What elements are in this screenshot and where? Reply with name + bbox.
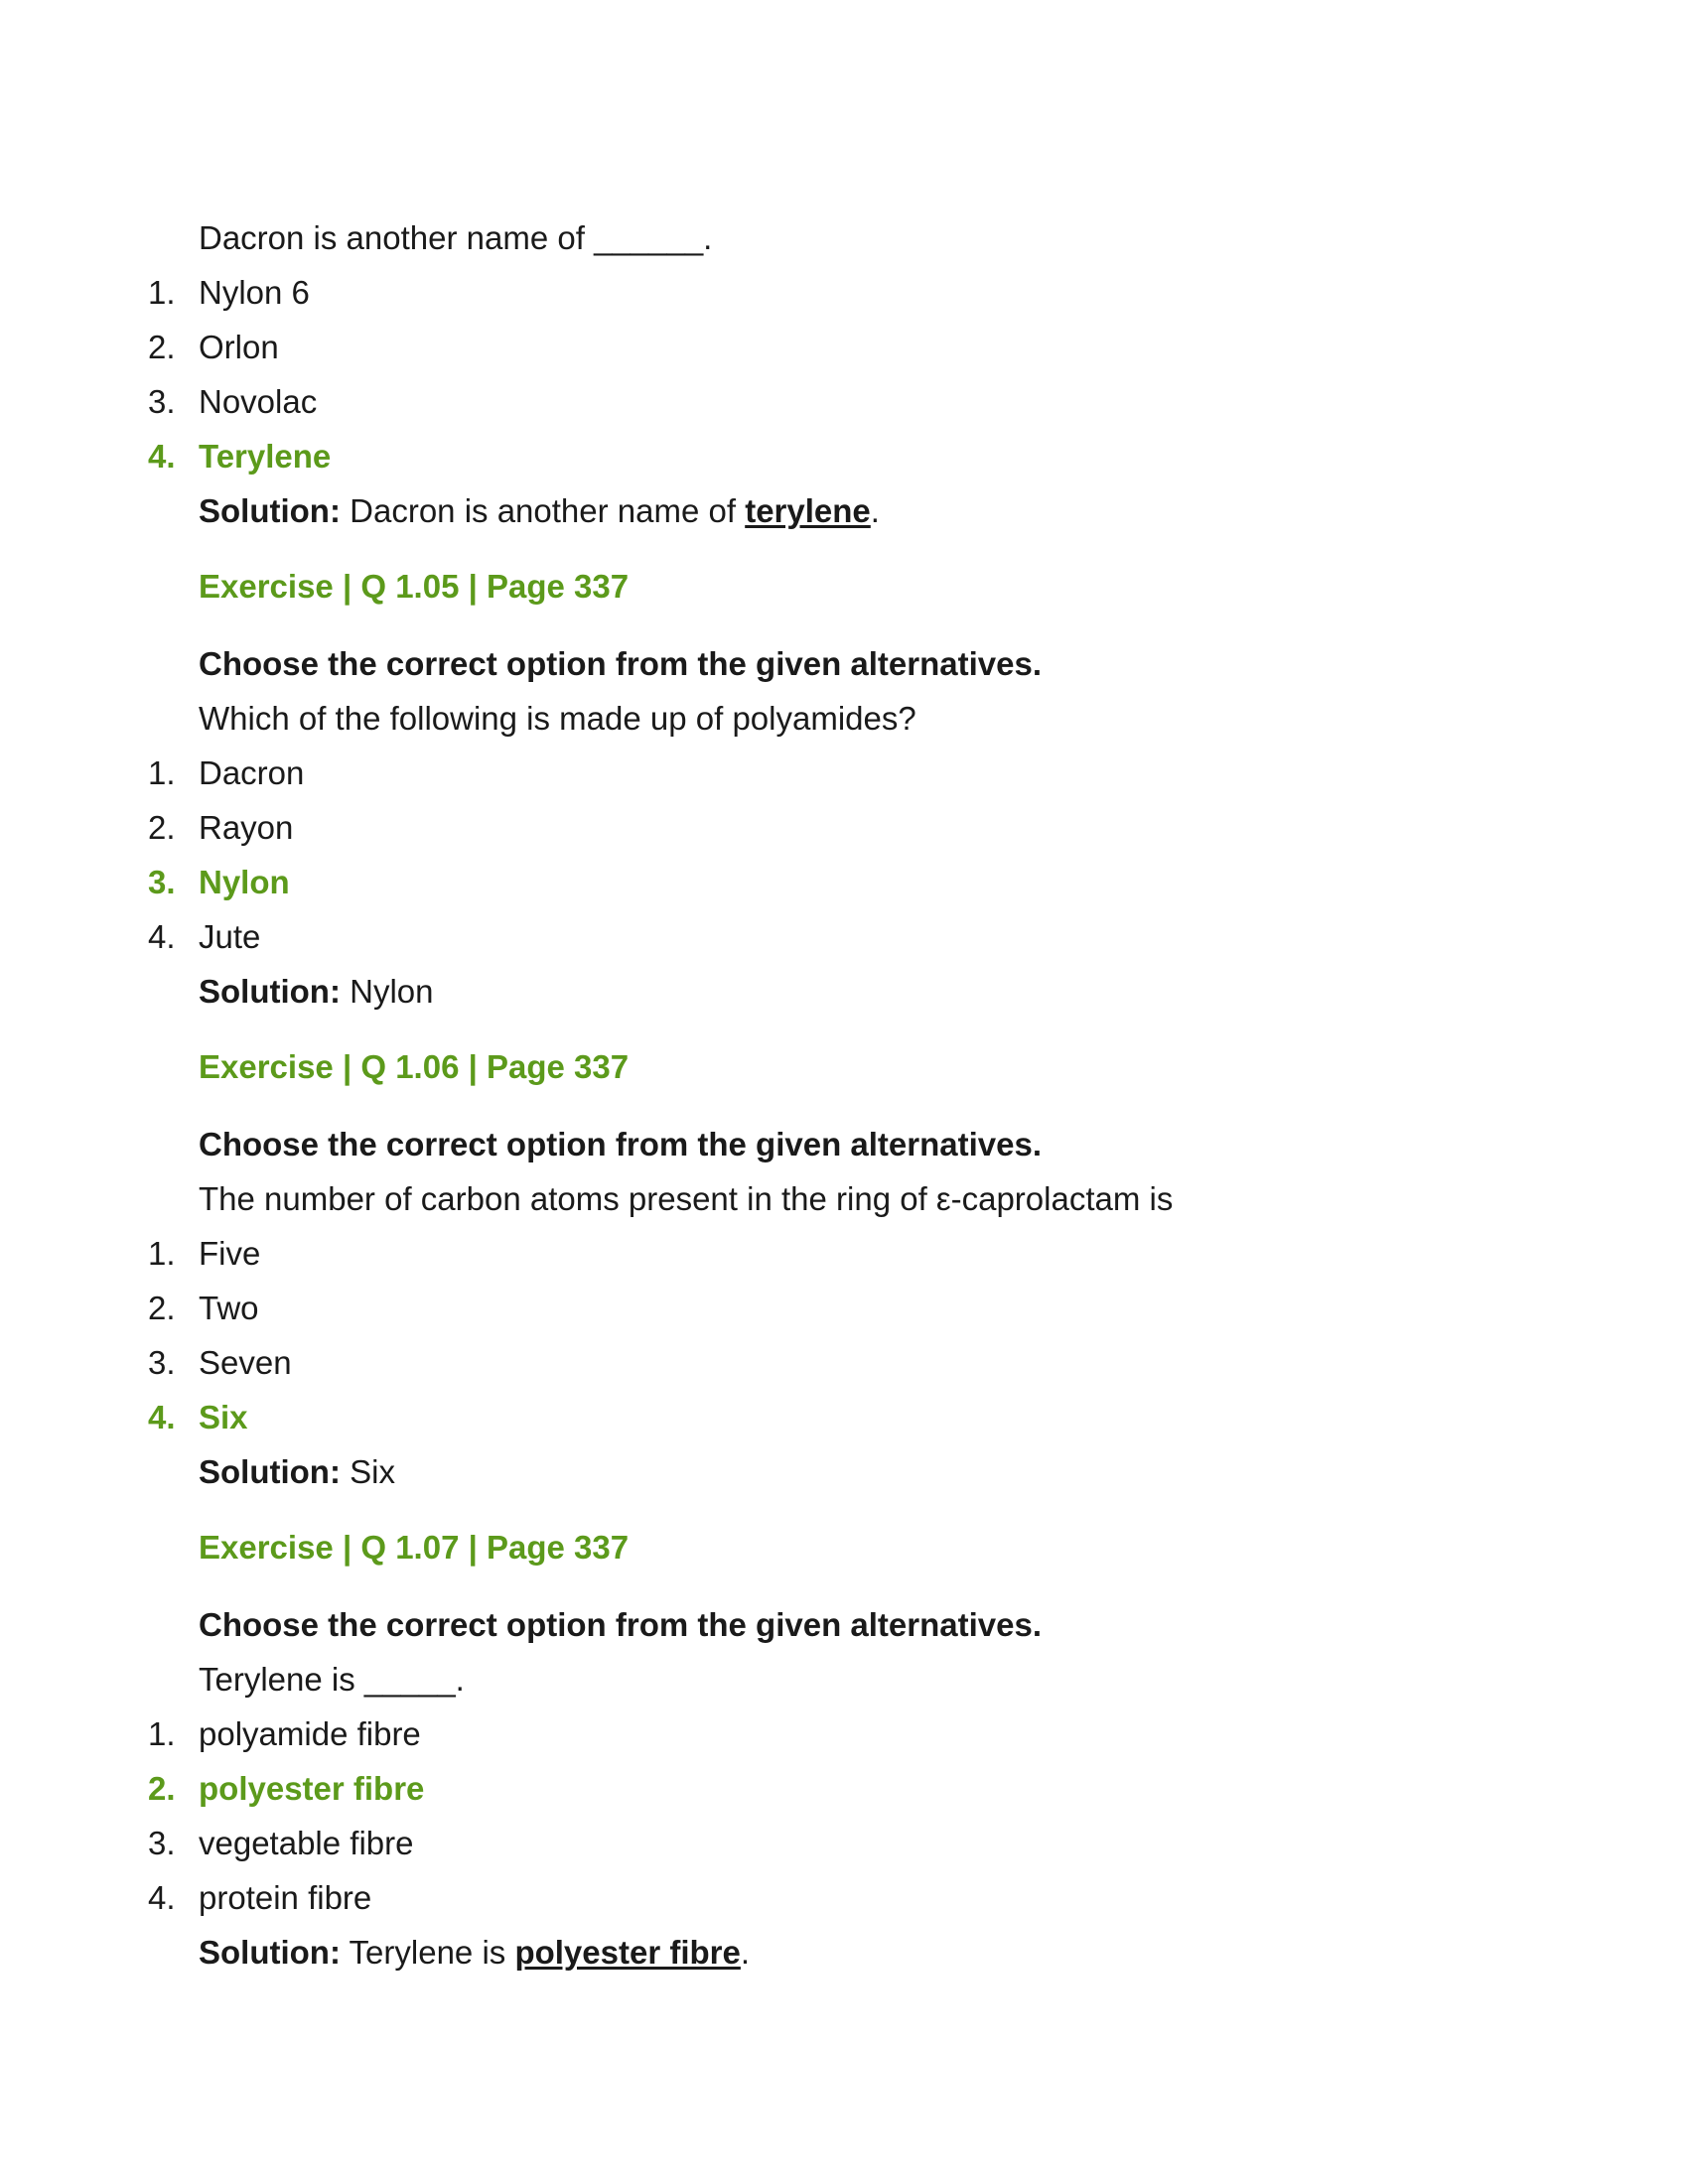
option-item: [148, 374, 1569, 429]
option-text: Two: [199, 1290, 259, 1326]
question-block-polyamides: [148, 559, 1569, 1019]
solution-line: [199, 483, 1569, 538]
solution-prefix: Dacron is another name of: [350, 492, 737, 529]
option-item: [148, 1281, 1569, 1335]
solution-line: [199, 1444, 1569, 1499]
option-number: 3.: [148, 864, 176, 900]
instruction-text: Choose the correct option from the given alternatives.: [199, 1606, 1042, 1643]
question-prefix: Terylene is: [199, 1661, 355, 1698]
option-text: protein fibre: [199, 1879, 372, 1916]
option-number: 1.: [148, 274, 176, 311]
option-text: polyamide fibre: [199, 1715, 421, 1752]
solution-suffix: .: [870, 492, 880, 529]
option-number: 3.: [148, 1344, 176, 1381]
solution-prefix: Terylene is: [349, 1934, 506, 1971]
option-number: 2.: [148, 329, 176, 365]
question-blank: _____.: [363, 1661, 465, 1698]
option-item: [148, 1335, 1569, 1390]
exercise-heading: Exercise | Q 1.07 | Page 337: [199, 1529, 630, 1566]
option-number: 4.: [148, 1879, 176, 1916]
question-prefix: Dacron is another name of: [199, 219, 585, 256]
solution-label: Solution:: [199, 1934, 341, 1971]
option-number: 1.: [148, 1235, 176, 1272]
solution-suffix: .: [740, 1934, 751, 1971]
option-text: Jute: [199, 918, 261, 955]
option-text: Dacron: [199, 754, 305, 791]
content-column: [148, 210, 1569, 1979]
option-item-correct: [148, 855, 1569, 909]
solution-term: terylene: [745, 492, 871, 529]
option-text: Terylene: [199, 438, 332, 475]
option-item: [148, 1226, 1569, 1281]
option-text: Rayon: [199, 809, 294, 846]
option-item: [148, 1870, 1569, 1925]
option-number: 1.: [148, 1715, 176, 1752]
option-item: [148, 1706, 1569, 1761]
option-number: 3.: [148, 1825, 176, 1861]
option-text: Seven: [199, 1344, 292, 1381]
option-text: Orlon: [199, 329, 279, 365]
question-text: [199, 210, 1569, 265]
option-text: Novolac: [199, 383, 318, 420]
option-text: Nylon: [199, 864, 290, 900]
question-block-terylene: [148, 1520, 1569, 1979]
solution-text: Nylon: [350, 973, 434, 1010]
solution-label: Solution:: [199, 973, 341, 1010]
question-text: The number of carbon atoms present in the ring of ε-caprolactam is: [199, 1180, 1174, 1217]
solution-label: Solution:: [199, 1453, 341, 1490]
option-item: [148, 320, 1569, 374]
option-number: 4.: [148, 1399, 176, 1435]
question-block-caprolactam: [148, 1039, 1569, 1499]
option-item-correct: [148, 1761, 1569, 1816]
solution-text: Six: [350, 1453, 395, 1490]
question-text: Which of the following is made up of polyamides?: [199, 700, 916, 737]
option-number: 4.: [148, 918, 176, 955]
option-text: Nylon 6: [199, 274, 310, 311]
solution-line: [199, 964, 1569, 1019]
solution-term: polyester fibre: [514, 1934, 741, 1971]
solution-label: Solution:: [199, 492, 341, 529]
question-text: [199, 1652, 1569, 1706]
solution-line: [199, 1925, 1569, 1979]
option-item: [148, 746, 1569, 800]
option-item: [148, 909, 1569, 964]
option-number: 2.: [148, 809, 176, 846]
option-item: [148, 265, 1569, 320]
option-item-correct: [148, 1390, 1569, 1444]
option-number: 4.: [148, 438, 176, 475]
option-item-correct: [148, 429, 1569, 483]
option-text: polyester fibre: [199, 1770, 425, 1807]
question-blank: ______.: [594, 219, 713, 256]
option-text: Six: [199, 1399, 248, 1435]
option-item: [148, 1816, 1569, 1870]
exercise-heading: Exercise | Q 1.05 | Page 337: [199, 568, 630, 605]
instruction-text: Choose the correct option from the given alternatives.: [199, 645, 1042, 682]
option-number: 1.: [148, 754, 176, 791]
question-block-dacron: [148, 210, 1569, 538]
exercise-heading: Exercise | Q 1.06 | Page 337: [199, 1048, 630, 1085]
option-item: [148, 800, 1569, 855]
instruction-text: Choose the correct option from the given alternatives.: [199, 1126, 1042, 1162]
option-text: vegetable fibre: [199, 1825, 414, 1861]
option-text: Five: [199, 1235, 261, 1272]
option-number: 2.: [148, 1770, 176, 1807]
option-number: 2.: [148, 1290, 176, 1326]
option-number: 3.: [148, 383, 176, 420]
